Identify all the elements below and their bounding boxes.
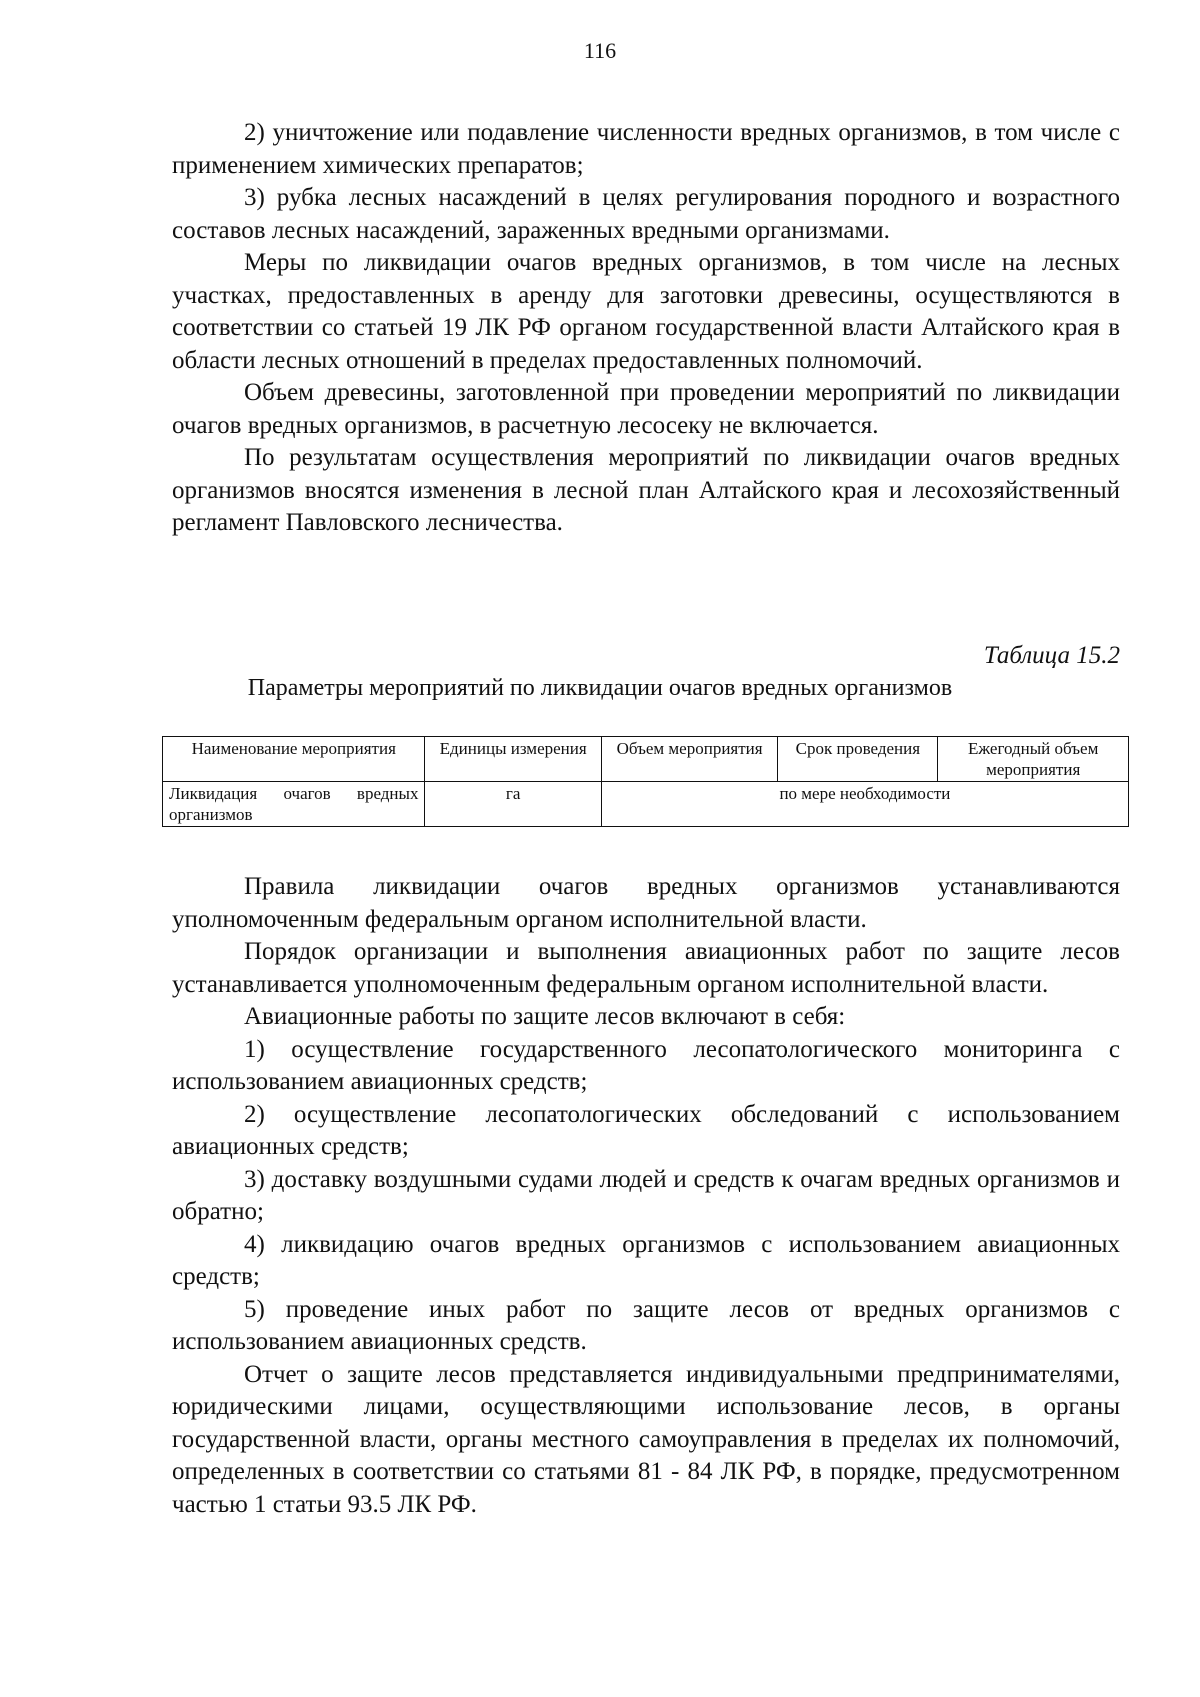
page-number: 116 xyxy=(583,38,617,63)
table-header-row xyxy=(163,737,1129,782)
paragraph: Меры по ликвидации очагов вредных организмов, в том числе на лесных участках, предоставленных в аренду для заготовки древесины, осуществляются в соответствии со статьей 19 ЛК РФ органом государственной власти Алтайского края в области лесных отношений в пределах предоставленных полномочий. xyxy=(172,249,1120,374)
paragraph: Отчет о защите лесов представляется индивидуальными предпринимателями, юридическими лицами, осуществляющими использование лесов, в органы государственной власти, органы местного самоуправления в пределах их полномочий, определенных в соответствии со статьями 81 - 84 ЛК РФ, в порядке, предусмотренном частью 1 статьи 93.5 ЛК РФ. xyxy=(172,1360,1120,1518)
table-cell-name: Ликвидация очагов вредных организмов xyxy=(163,782,425,827)
table-header-cell: Объем мероприятия xyxy=(601,737,777,782)
paragraph: Объем древесины, заготовленной при проведении мероприятий по ликвидации очагов вредных организмов, в расчетную лесосеку не включается. xyxy=(172,379,1120,439)
paragraph: 3) доставку воздушными судами людей и средств к очагам вредных организмов и обратно; xyxy=(172,1165,1120,1225)
text-block-before-table xyxy=(172,117,1120,540)
paragraph: Порядок организации и выполнения авиационных работ по защите лесов устанавливается уполномоченным федеральным органом исполнительной власти. xyxy=(172,938,1120,998)
table-header-cell: Единицы измерения xyxy=(425,737,601,782)
paragraph: 4) ликвидацию очагов вредных организмов с использованием авиационных средств; xyxy=(172,1230,1120,1290)
table-row xyxy=(163,782,1129,827)
table-header-cell: Наименование мероприятия xyxy=(163,737,425,782)
table-caption: Таблица 15.2 xyxy=(983,642,1120,669)
paragraph: Правила ликвидации очагов вредных организмов устанавливаются уполномоченным федеральным органом исполнительной власти. xyxy=(172,873,1120,933)
table-header-cell: Ежегодный объем мероприятия xyxy=(938,737,1129,782)
paragraph: По результатам осуществления мероприятий по ликвидации очагов вредных организмов вносятся изменения в лесной план Алтайского края и лесохозяйственный регламент Павловского лесничества. xyxy=(172,444,1120,536)
parameters-table xyxy=(162,736,1129,827)
paragraph: 3) рубка лесных насаждений в целях регулирования породного и возрастного составов лесных насаждений, зараженных вредными организмами. xyxy=(172,184,1120,244)
table-cell-unit: га xyxy=(425,782,601,827)
paragraph: 1) осуществление государственного лесопатологического мониторинга с использованием авиационных средств; xyxy=(172,1035,1120,1095)
table-title: Параметры мероприятий по ликвидации очагов вредных организмов xyxy=(247,675,953,701)
paragraph: 5) проведение иных работ по защите лесов от вредных организмов с использованием авиационных средств. xyxy=(172,1295,1120,1355)
paragraph: Авиационные работы по защите лесов включают в себя: xyxy=(244,1003,846,1030)
table-header-cell: Срок проведения xyxy=(778,737,938,782)
text-block-after-table xyxy=(172,871,1120,1521)
paragraph: 2) осуществление лесопатологических обследований с использованием авиационных средств; xyxy=(172,1100,1120,1160)
paragraph: 2) уничтожение или подавление численности вредных организмов, в том числе с применением химических препаратов; xyxy=(172,119,1120,179)
table-cell-merged: по мере необходимости xyxy=(601,782,1128,827)
